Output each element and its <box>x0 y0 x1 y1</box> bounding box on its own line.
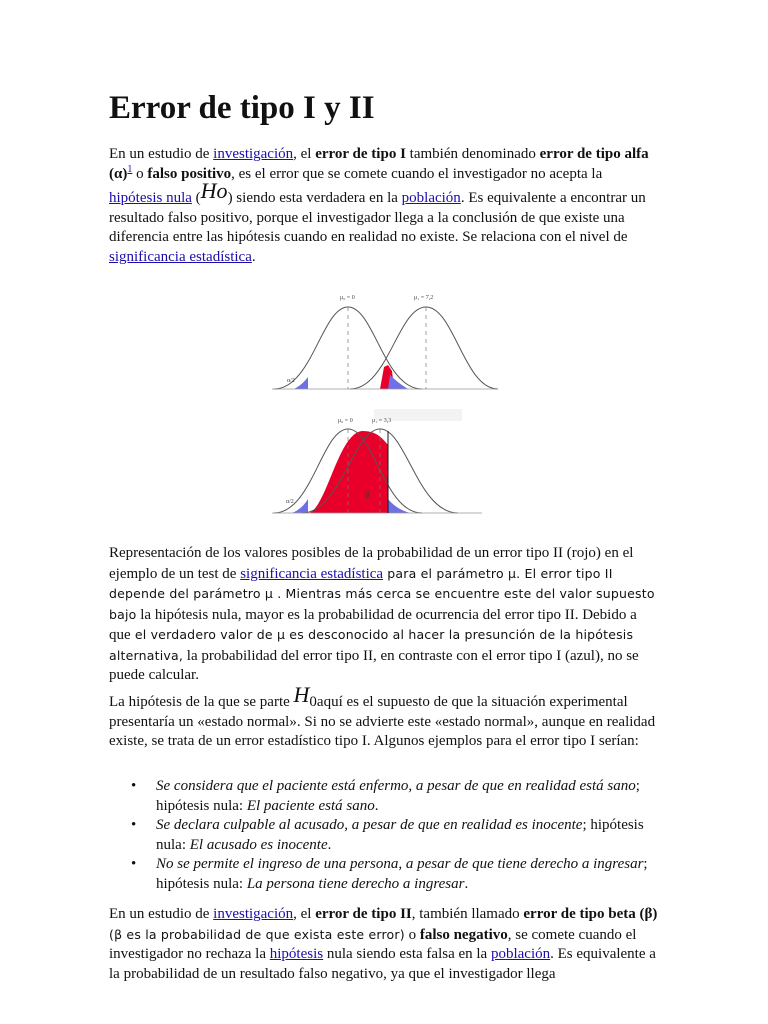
example-text: No se permite el ingreso de una persona, a pesar de que tiene derecho a ingresar <box>156 856 644 872</box>
text: ; hipótesis nula: <box>156 856 648 892</box>
text: (β es la probabilidad de que exista este error) <box>109 926 405 942</box>
example-text: Se considera que el paciente está enfermo, a pesar de que en realidad está sano <box>156 778 636 794</box>
page-title: Error de tipo I y II <box>109 90 375 126</box>
text: . <box>251 248 256 265</box>
text: . Es equivalente a la probabilidad de un resultado falso negativo, ya que el investigador llega <box>109 946 656 982</box>
term-type-2-error: error de tipo II <box>315 906 412 922</box>
term-false-positive: falso positivo <box>147 165 232 182</box>
footnote-link[interactable]: 1 <box>127 163 133 175</box>
link-hipotesis-nula[interactable]: hipótesis nula <box>109 190 192 206</box>
term-beta-error: error de tipo beta <box>523 906 636 922</box>
link-hipotesis[interactable]: hipótesis <box>269 946 324 962</box>
bottom-blue-left <box>292 499 308 513</box>
link-poblacion-2[interactable]: población <box>490 946 551 962</box>
error-distribution-figure <box>262 285 498 525</box>
type-2-error-paragraph <box>109 904 659 984</box>
text: o <box>132 165 148 182</box>
bullet: • <box>131 817 137 833</box>
text: , es el error que se comete cuando el investigador no acepta la <box>231 165 603 182</box>
math-h0: Ho <box>200 178 228 203</box>
text: . <box>464 875 469 892</box>
term-alpha-error: error de tipo alfa (α) <box>109 146 649 182</box>
text: , el <box>293 146 316 162</box>
distribution-diagram <box>262 285 498 525</box>
text: . <box>374 797 379 814</box>
link-investigacion[interactable]: investigación <box>213 146 294 162</box>
text: , también llamado <box>411 906 524 922</box>
text: , se comete cuando el investigador no rechaza la <box>109 926 637 962</box>
text: ; hipótesis nula: <box>156 778 640 814</box>
top-blue-right <box>388 375 408 389</box>
text: o <box>404 926 420 943</box>
beta-label: β <box>366 491 370 499</box>
top-mu1-label: μ₁ = 7,2 <box>414 295 434 301</box>
text: ) siendo esta verdadera en la <box>227 190 402 206</box>
text: para el parámetro μ. El error tipo II depende del parámetro μ . Mientras más cerca se encuentre este del valor supuesto bajo <box>109 565 655 622</box>
bullet: • <box>131 856 137 872</box>
text: aquí es el supuesto de que la situación experimental presentaría un «estado normal». Si no se advierte este «estado normal», aunque en realidad existe, se trata de un error estadístico tipo I. Algunos ejemplos para el error tipo I serían: <box>109 694 656 749</box>
bottom-alpha-label: α/2 <box>286 499 294 505</box>
math-h: H <box>293 682 310 707</box>
top-panel <box>272 295 498 389</box>
text: el verdadero valor de μ es desconocido al hacer la presunción de la hipótesis alternativa, <box>109 627 634 663</box>
figure-caption <box>109 544 659 686</box>
top-mu0-label: μ₀ = 0 <box>340 295 355 301</box>
link-significancia[interactable]: significancia estadística <box>109 248 252 265</box>
text: ; hipótesis nula: <box>156 817 644 853</box>
text: . Es equivalente a encontrar un resultado falso positivo, porque el investigador llega a la conclusión de que existe una diferencia entre las hipótesis cuando en realidad no existe. Se relaciona con el nivel de <box>109 190 646 245</box>
list-item <box>109 855 659 894</box>
text: también denominado <box>405 146 540 162</box>
text: La hipótesis de la que se parte <box>109 694 294 710</box>
text: En un estudio de <box>109 146 214 162</box>
link-significancia-caption[interactable]: significancia estadística <box>240 565 384 582</box>
text: nula siendo esta falsa en la <box>323 946 491 962</box>
link-poblacion[interactable]: población <box>401 190 461 206</box>
term-type-1-error: error de tipo I <box>315 146 406 162</box>
text: la probabilidad del error tipo II, en contraste con el error tipo I (azul), no se puede calcular. <box>109 647 639 683</box>
text: En un estudio de <box>109 906 214 922</box>
bottom-mu1-label: μ₁ = 3,3 <box>372 418 392 424</box>
top-alpha-label: α/2 <box>287 378 295 384</box>
math-subscript: 0 <box>309 694 317 710</box>
list-item <box>109 777 659 816</box>
link-investigacion-2[interactable]: investigación <box>213 906 294 922</box>
bottom-mu0-label: μ₀ = 0 <box>338 418 353 424</box>
term-beta-symbol: (β) <box>639 906 658 922</box>
null-hypothesis-text: El acusado es inocente <box>189 836 328 853</box>
bottom-panel <box>272 409 482 513</box>
text: Representación de los valores posibles de la probabilidad de un error tipo II (rojo) en el ejemplo de un test de <box>109 545 634 582</box>
text: ( <box>191 190 201 206</box>
text: . <box>327 836 332 853</box>
list-item <box>109 816 659 855</box>
text: , el <box>293 906 316 922</box>
top-curve-h1 <box>350 307 498 389</box>
examples-list <box>109 777 659 894</box>
term-false-negative: falso negativo <box>419 926 508 943</box>
intro-paragraph <box>109 145 659 267</box>
null-hypothesis-text: El paciente está sano <box>246 797 375 814</box>
text: la hipótesis nula, mayor es la probabilidad de ocurrencia del error tipo II. Debido a que <box>109 606 637 643</box>
null-hypothesis-paragraph <box>109 682 659 752</box>
bullet: • <box>131 778 137 794</box>
null-hypothesis-text: La persona tiene derecho a ingresar <box>246 875 465 892</box>
example-text: Se declara culpable al acusado, a pesar de que en realidad es inocente <box>156 817 583 833</box>
